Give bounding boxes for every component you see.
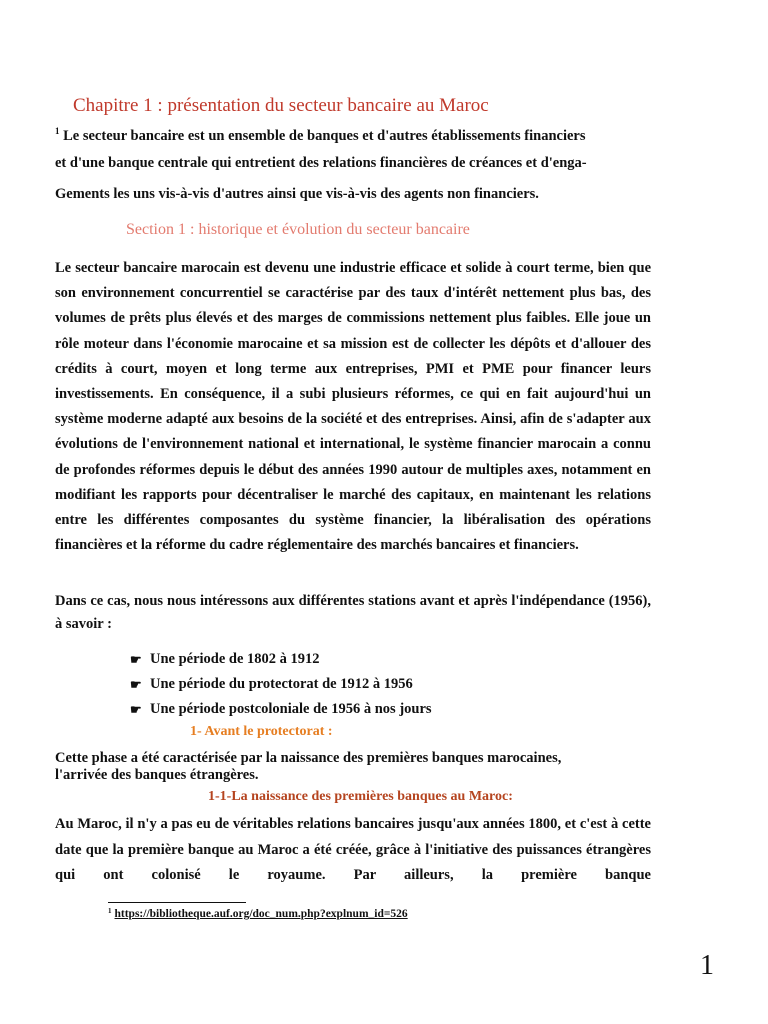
intro-text-1: Le secteur bancaire est un ensemble de banques et d'autres établissements financiers (63, 128, 586, 144)
footnote-number: 1 (108, 907, 112, 915)
chapter-title: Chapitre 1 : présentation du secteur bancaire au Maroc (73, 95, 489, 116)
page-number: 1 (700, 950, 714, 981)
pointing-hand-icon: ☛ (130, 651, 142, 667)
subsection-title: 1- Avant le protectorat : (190, 724, 333, 739)
list-item-label: Une période postcoloniale de 1956 à nos jours (150, 701, 432, 717)
period-list (130, 647, 432, 722)
list-item-label: Une période du protectorat de 1912 à 1956 (150, 676, 413, 692)
subsubsection-title: 1-1-La naissance des premières banques au Maroc: (208, 789, 513, 804)
body-paragraph-2: Dans ce cas, nous nous intéressons aux différentes stations avant et après l'indépendance (1956), à savoir : (55, 593, 651, 632)
phase-line-1: Cette phase a été caractérisée par la naissance des premières banques marocaines, (55, 750, 562, 766)
intro-line-1 (55, 126, 655, 145)
intro-line-2: et d'une banque centrale qui entretient des relations financières de créances et d'enga- (55, 155, 587, 171)
phase-line-2: l'arrivée des banques étrangères. (55, 767, 259, 783)
phase-paragraph (55, 750, 655, 784)
list-item (130, 672, 432, 697)
footnote-divider (108, 902, 246, 903)
body-paragraph-1: Le secteur bancaire marocain est devenu une industrie efficace et solide à court terme, bien que son environnement concurrentiel se caractérise par des taux d'intérêt nettement plus bas, des volumes de prêts plus élevés et des marges de commissions nettement plus faibles. Elle joue un rôle moteur dans l'économie marocaine et sa mission est de collecter les dépôts et d'allouer des crédits à court, moyen et long terme aux entreprises, PMI et PME pour financer leurs investissements. En conséquence, il a subi plusieurs réformes, ce qui en fait aujourd'hui un système moderne adapté aux besoins de la société et des entreprises. Ainsi, afin de s'adapter aux évolutions de l'environnement national et international, le système financier marocain a connu de profondes réformes depuis le début des années 1990 autour de multiples axes, notamment en modifiant les rapports pour décentraliser le marché des capitaux, en maintenant les relations entre les différentes composantes du système financier, la libéralisation des opérations financières et la réforme du cadre réglementaire des marchés bancaires et financiers. (55, 260, 651, 554)
footnote (108, 907, 408, 920)
section-title: Section 1 : historique et évolution du secteur bancaire (126, 221, 470, 238)
pointing-hand-icon: ☛ (130, 676, 142, 692)
body-paragraph-3: Au Maroc, il n'y a pas eu de véritables relations bancaires jusqu'aux années 1800, et c'est à cette date que la première banque au Maroc a été créée, grâce à l'initiative des puissances étrangères qui ont colonisé le royaume. Par ailleurs, la première banque (55, 816, 651, 883)
list-item (130, 647, 432, 672)
footnote-link[interactable]: https://bibliotheque.auf.org/doc_num.php?explnum_id=526 (114, 908, 408, 920)
list-item (130, 697, 432, 722)
intro-line-3: Gements les uns vis-à-vis d'autres ainsi que vis-à-vis des agents non financiers. (55, 186, 539, 202)
list-item-label: Une période de 1802 à 1912 (150, 651, 320, 667)
footnote-reference[interactable]: 1 (55, 126, 60, 136)
pointing-hand-icon: ☛ (130, 701, 142, 717)
